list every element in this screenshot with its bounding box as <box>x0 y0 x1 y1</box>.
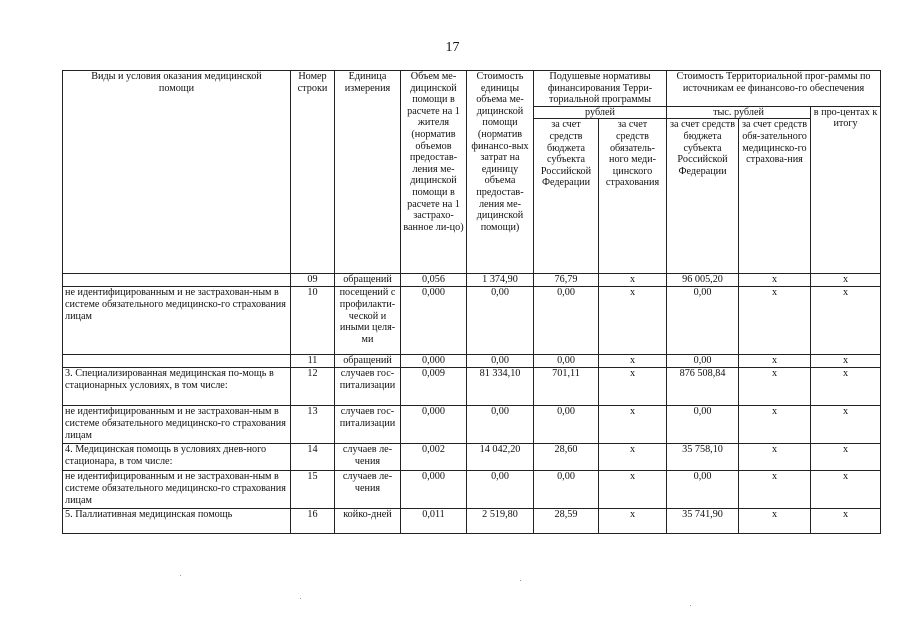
table-row <box>63 355 881 368</box>
cell-percent: х <box>811 471 881 509</box>
cell-cost-budget: 0,00 <box>667 355 739 368</box>
header-unit: Единица измерения <box>335 71 401 274</box>
cell-cost-oms: х <box>739 471 811 509</box>
cell-row-number: 12 <box>291 368 335 406</box>
cell-unit: случаев ле-чения <box>335 444 401 471</box>
header-program-cost-group: Стоимость Территориальной прог-раммы по источникам ее финансово-го обеспечения <box>667 71 881 107</box>
header-percent: в про-центах к итогу <box>811 106 881 274</box>
cell-pc-oms: х <box>599 406 667 444</box>
cell-pc-budget: 0,00 <box>534 406 599 444</box>
cell-unit: случаев ле-чения <box>335 471 401 509</box>
cell-row-number: 14 <box>291 444 335 471</box>
cell-row-number: 11 <box>291 355 335 368</box>
cell-unit-cost: 81 334,10 <box>467 368 534 406</box>
scan-speck <box>520 580 521 581</box>
cell-cost-oms: х <box>739 444 811 471</box>
cell-unit: случаев гос-питализации <box>335 368 401 406</box>
cell-unit-cost: 0,00 <box>467 355 534 368</box>
cell-pc-budget: 0,00 <box>534 287 599 355</box>
cell-unit-cost: 0,00 <box>467 406 534 444</box>
table-row <box>63 509 881 534</box>
cell-volume: 0,056 <box>401 274 467 287</box>
cell-row-number: 15 <box>291 471 335 509</box>
table-row <box>63 287 881 355</box>
cell-pc-budget: 76,79 <box>534 274 599 287</box>
header-cost-budget: за счет средств бюджета субъекта Российской Федерации <box>667 119 739 274</box>
cell-cost-oms: х <box>739 287 811 355</box>
financing-table <box>62 70 881 534</box>
cell-volume: 0,000 <box>401 471 467 509</box>
cell-type: не идентифицированным и не застрахован-ным в системе обязательного медицинско-го страхования лицам <box>63 406 291 444</box>
cell-unit-cost: 1 374,90 <box>467 274 534 287</box>
cell-type <box>63 355 291 368</box>
scan-speck <box>690 605 691 606</box>
cell-cost-oms: х <box>739 406 811 444</box>
cell-pc-budget: 0,00 <box>534 355 599 368</box>
cell-unit: случаев гос-питализации <box>335 406 401 444</box>
cell-type: 5. Паллиативная медицинская помощь <box>63 509 291 534</box>
cell-row-number: 16 <box>291 509 335 534</box>
cell-unit-cost: 2 519,80 <box>467 509 534 534</box>
cell-volume: 0,002 <box>401 444 467 471</box>
cell-unit: обращений <box>335 355 401 368</box>
table-row <box>63 444 881 471</box>
header-pc-budget: за счет средств бюджета субъекта Российской Федерации <box>534 119 599 274</box>
cell-volume: 0,000 <box>401 355 467 368</box>
cell-percent: х <box>811 287 881 355</box>
cell-pc-oms: х <box>599 287 667 355</box>
cell-row-number: 13 <box>291 406 335 444</box>
header-pc-oms: за счет средств обязатель-ного меди-цинского страхования <box>599 119 667 274</box>
cell-pc-budget: 701,11 <box>534 368 599 406</box>
cell-cost-budget: 96 005,20 <box>667 274 739 287</box>
header-program-cost-unit: тыс. рублей <box>667 106 811 119</box>
header-row-number: Номер строки <box>291 71 335 274</box>
cell-pc-oms: х <box>599 274 667 287</box>
cell-cost-budget: 35 758,10 <box>667 444 739 471</box>
cell-type: 3. Специализированная медицинская по-мощь в стационарных условиях, в том числе: <box>63 368 291 406</box>
cell-pc-oms: х <box>599 355 667 368</box>
table-row <box>63 274 881 287</box>
cell-pc-budget: 28,59 <box>534 509 599 534</box>
cell-type: не идентифицированным и не застрахован-ным в системе обязательного медицинско-го страхования лицам <box>63 471 291 509</box>
cell-volume: 0,011 <box>401 509 467 534</box>
cell-pc-oms: х <box>599 368 667 406</box>
cell-unit-cost: 0,00 <box>467 471 534 509</box>
cell-percent: х <box>811 406 881 444</box>
table-row <box>63 471 881 509</box>
cell-type <box>63 274 291 287</box>
cell-row-number: 09 <box>291 274 335 287</box>
cell-cost-budget: 0,00 <box>667 287 739 355</box>
scan-speck <box>300 598 301 599</box>
cell-percent: х <box>811 368 881 406</box>
cell-cost-budget: 0,00 <box>667 471 739 509</box>
cell-unit: посещений с профилакти-ческой и иными целя-ми <box>335 287 401 355</box>
header-unit-cost: Стоимость единицы объема ме-дицинской помощи (норматив финансо-вых затрат на единицу объема предостав-ления ме-дицинской помощи) <box>467 71 534 274</box>
header-per-capita-group: Подушевые нормативы финансирования Терри-ториальной программы <box>534 71 667 107</box>
cell-unit: обращений <box>335 274 401 287</box>
cell-cost-budget: 876 508,84 <box>667 368 739 406</box>
cell-percent: х <box>811 444 881 471</box>
cell-unit-cost: 14 042,20 <box>467 444 534 471</box>
cell-row-number: 10 <box>291 287 335 355</box>
cell-type: не идентифицированным и не застрахован-ным в системе обязательного медицинско-го страхования лицам <box>63 287 291 355</box>
cell-cost-budget: 0,00 <box>667 406 739 444</box>
cell-percent: х <box>811 509 881 534</box>
table-row <box>63 406 881 444</box>
cell-pc-budget: 28,60 <box>534 444 599 471</box>
cell-percent: х <box>811 274 881 287</box>
cell-unit: койко-дней <box>335 509 401 534</box>
cell-cost-oms: х <box>739 509 811 534</box>
cell-volume: 0,000 <box>401 287 467 355</box>
cell-cost-oms: х <box>739 355 811 368</box>
cell-cost-budget: 35 741,90 <box>667 509 739 534</box>
cell-pc-oms: х <box>599 509 667 534</box>
header-volume: Объем ме-дицинской помощи в расчете на 1 жителя (норматив объемов предостав-ления ме-дицинской помощи в расчете на 1 застрахо-ванное ли-цо) <box>401 71 467 274</box>
header-cost-oms: за счет средств обя-зательного медицинско-го страхова-ния <box>739 119 811 274</box>
cell-volume: 0,009 <box>401 368 467 406</box>
header-per-capita-unit: рублей <box>534 106 667 119</box>
page-number: 17 <box>445 40 460 55</box>
cell-percent: х <box>811 355 881 368</box>
cell-cost-oms: х <box>739 368 811 406</box>
table-row <box>63 368 881 406</box>
cell-cost-oms: х <box>739 274 811 287</box>
cell-pc-oms: х <box>599 471 667 509</box>
cell-pc-budget: 0,00 <box>534 471 599 509</box>
scan-speck <box>180 575 181 576</box>
cell-pc-oms: х <box>599 444 667 471</box>
header-types: Виды и условия оказания медицинской помощи <box>63 71 291 274</box>
cell-type: 4. Медицинская помощь в условиях днев-ного стационара, в том числе: <box>63 444 291 471</box>
cell-volume: 0,000 <box>401 406 467 444</box>
cell-unit-cost: 0,00 <box>467 287 534 355</box>
